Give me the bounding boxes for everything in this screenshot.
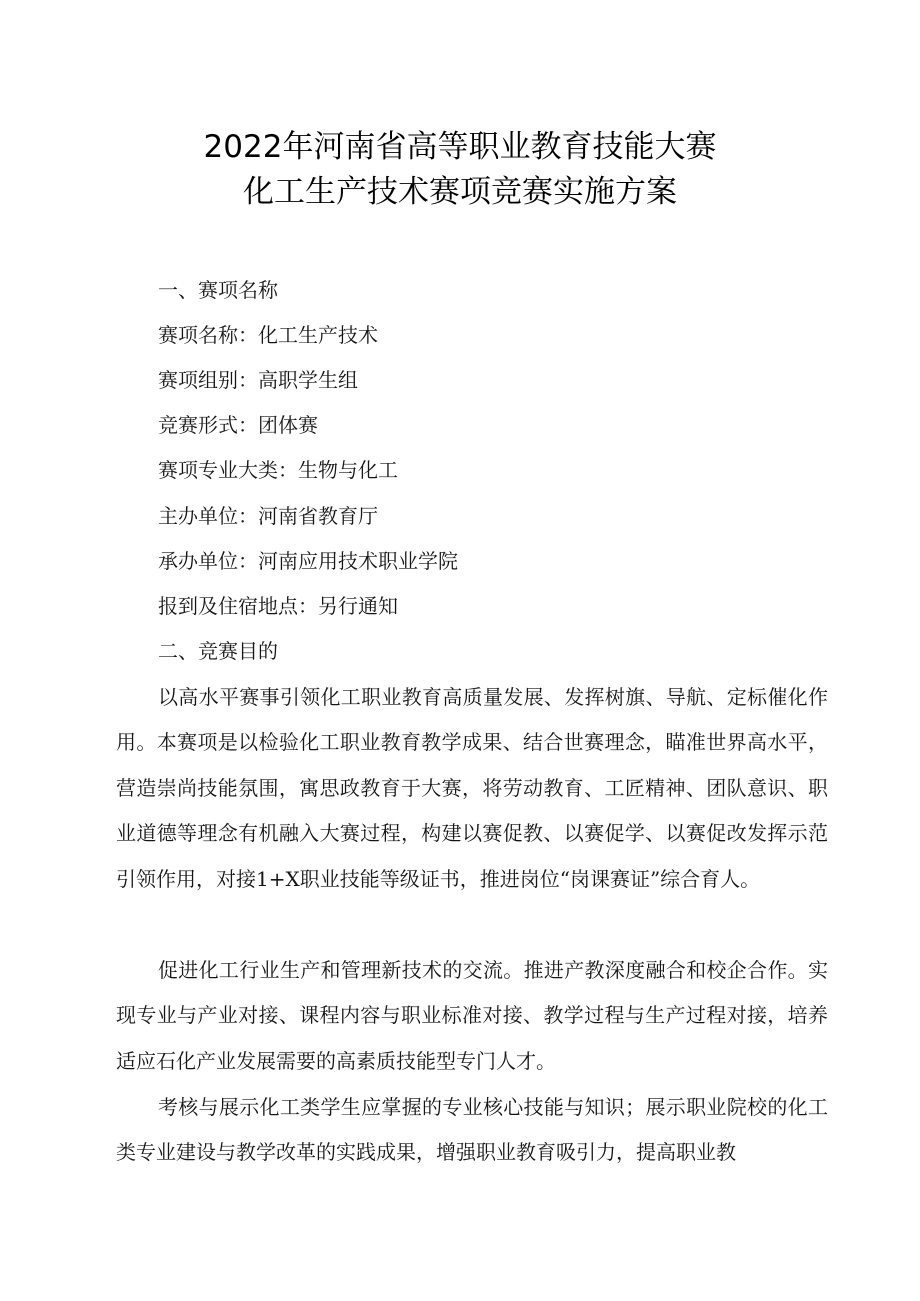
- paragraph-purpose-2: 促进化工行业生产和管理新技术的交流。推进产教深度融合和校企合作。实现专业与产业对接、课程内容与职业标准对接、教学过程与生产过程对接，培养适应石化产业发展需要的高素质技能型专门人才。: [116, 958, 828, 1073]
- organizer: 主办单位：河南省教育厅: [158, 504, 378, 528]
- section-1-heading: 一、赛项名称: [158, 278, 278, 302]
- event-major-category: 赛项专业大类：生物与化工: [158, 458, 398, 482]
- section-2-heading: 二、竞赛目的: [158, 639, 278, 663]
- paragraph-purpose-1: 以高水平赛事引领化工职业教育高质量发展、发挥树旗、导航、定标催化作用。本赛项是以检验化工职业教育教学成果、结合世赛理念，瞄准世界高水平，营造崇尚技能氛围，寓思政教育于大赛，将劳动教育、工匠精神、团队意识、职业道德等理念有机融入大赛过程，构建以赛促教、以赛促学、以赛促改发挥示范引领作用，对接1+X职业技能等级证书，推进岗位“岗课赛证”综合育人。: [116, 685, 828, 891]
- host-institution: 承办单位：河南应用技术职业学院: [158, 549, 458, 573]
- event-name: 赛项名称：化工生产技术: [158, 323, 378, 347]
- paragraph-purpose-3: 考核与展示化工类学生应掌握的专业核心技能与知识；展示职业院校的化工类专业建设与教学改革的实践成果，增强职业教育吸引力，提高职业教: [116, 1095, 828, 1165]
- document-title-line-1: 2022年河南省高等职业教育技能大赛: [203, 129, 717, 165]
- event-group: 赛项组别：高职学生组: [158, 368, 358, 392]
- registration-location: 报到及住宿地点：另行通知: [158, 594, 398, 618]
- competition-format: 竞赛形式：团体赛: [158, 413, 318, 437]
- document-title-line-2: 化工生产技术赛项竞赛实施方案: [243, 174, 677, 210]
